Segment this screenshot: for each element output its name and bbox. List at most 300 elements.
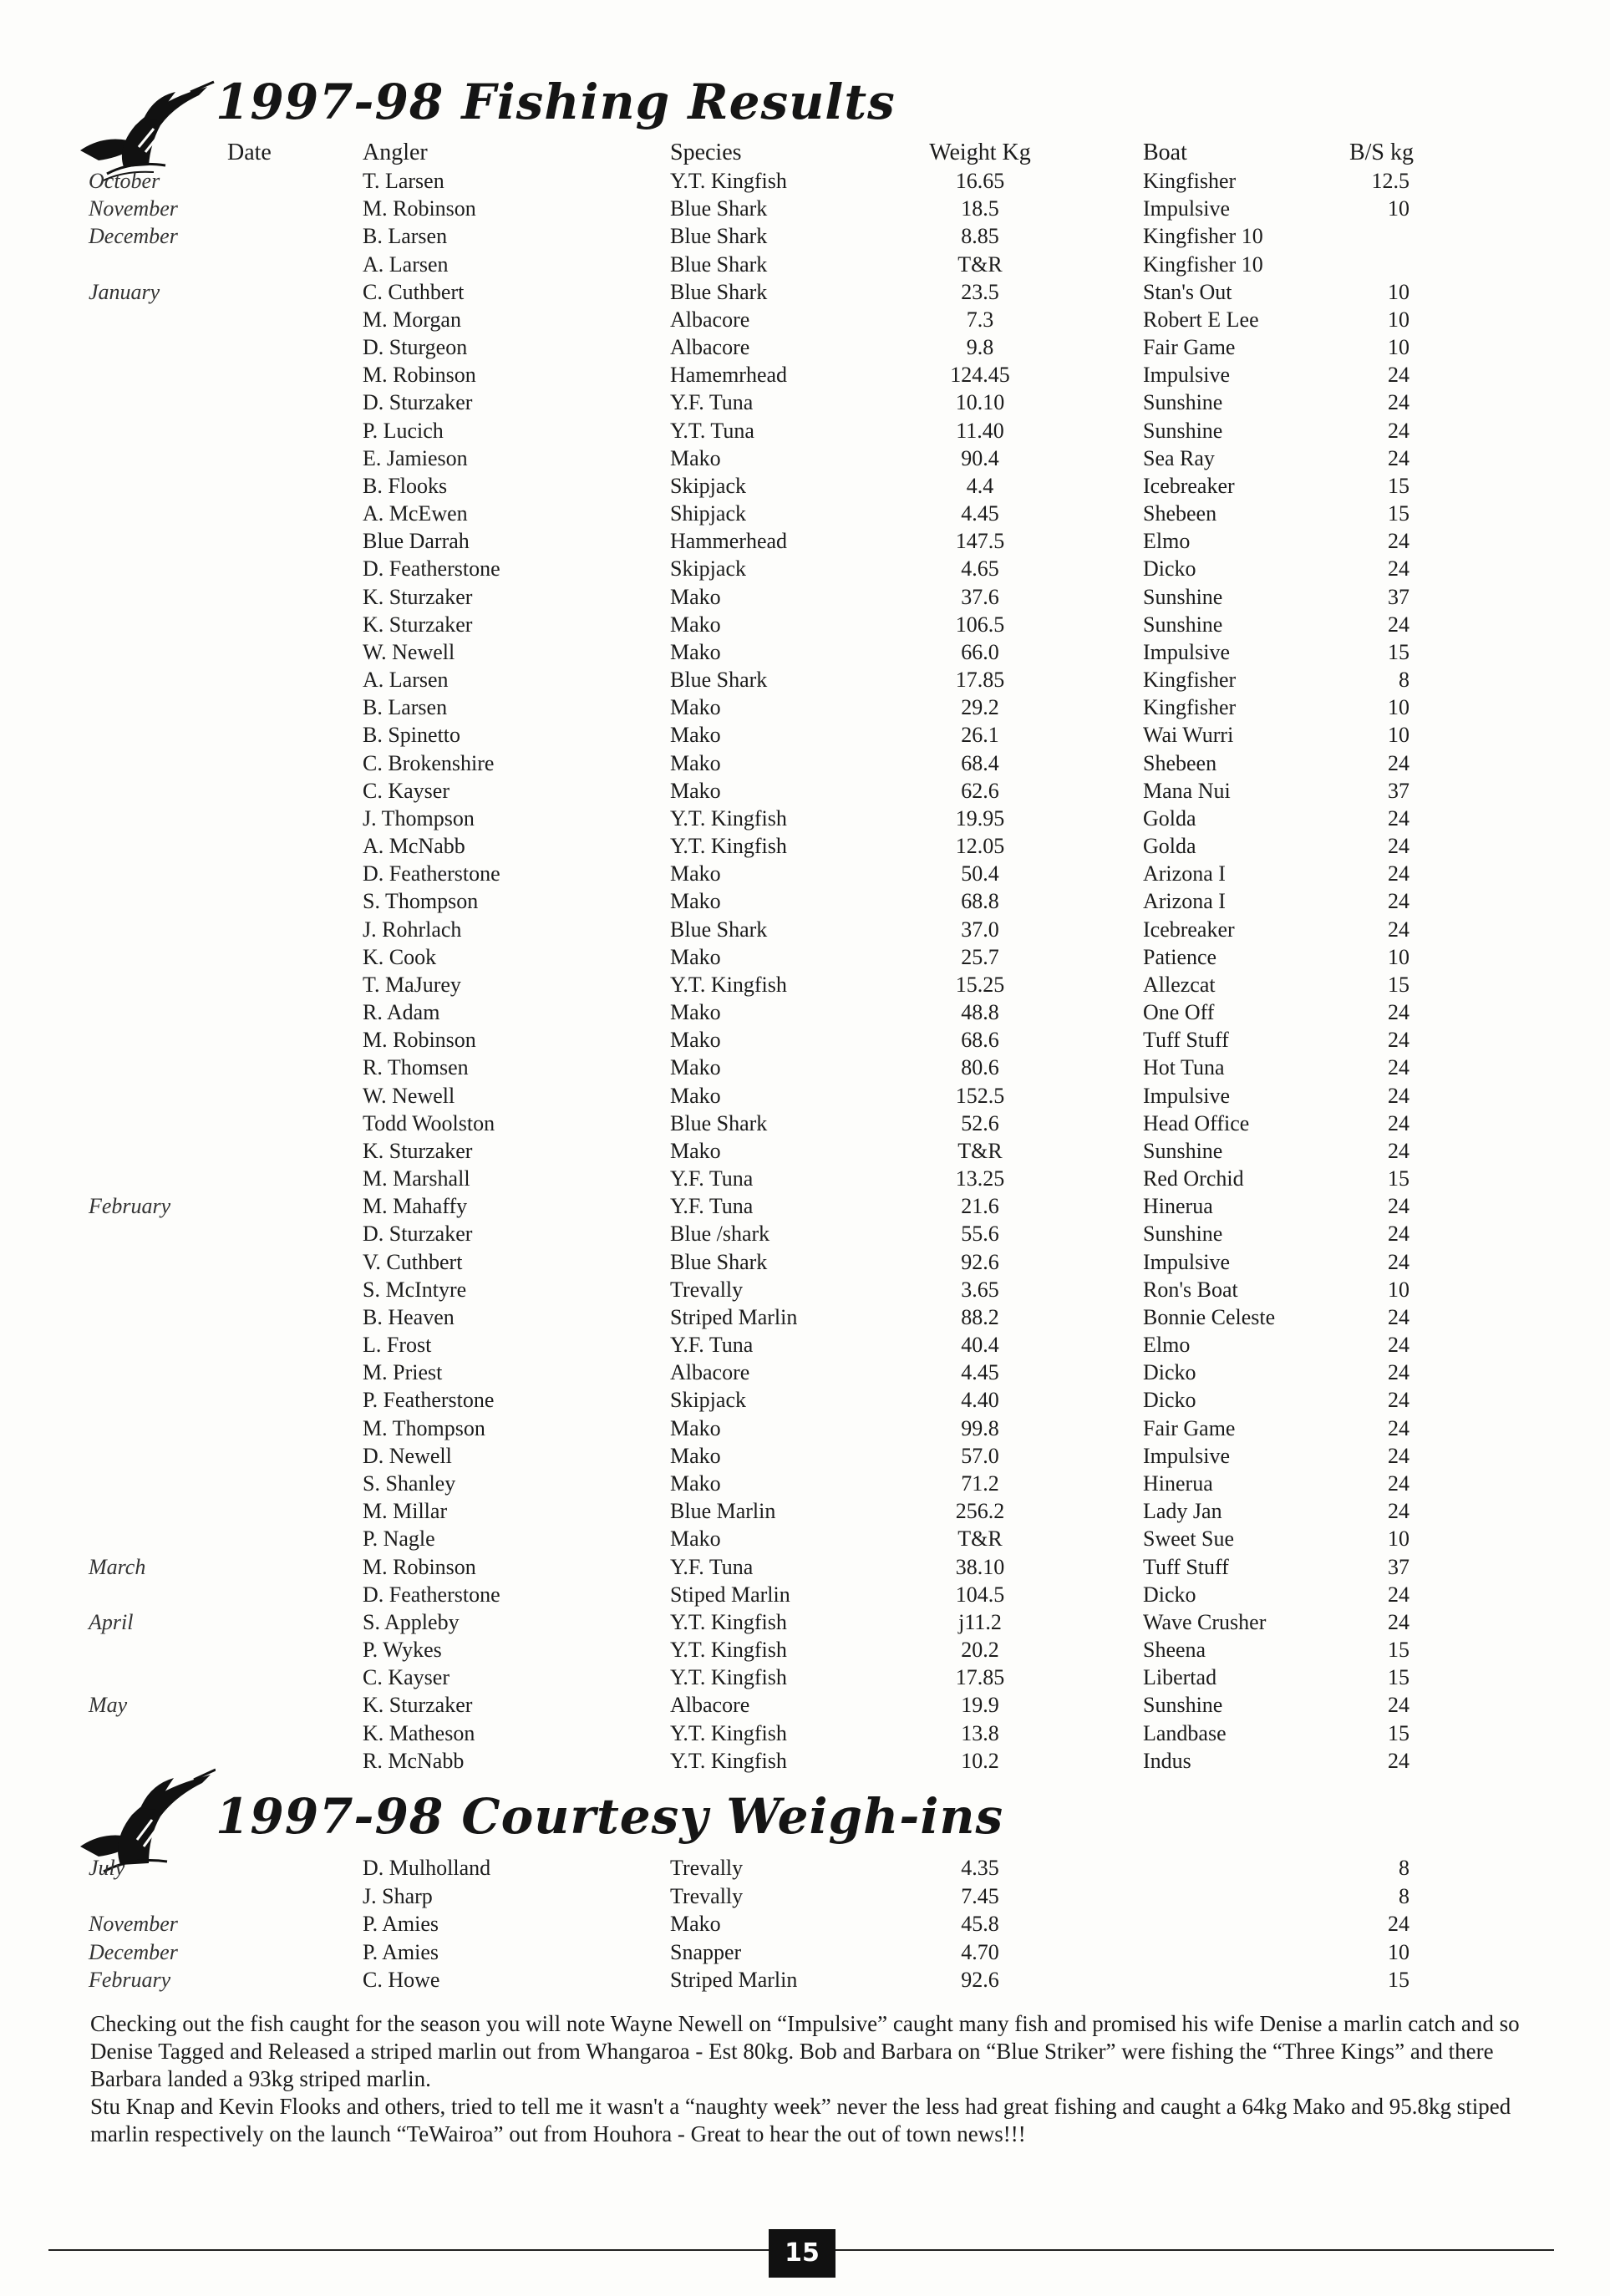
cell-angler: W. Newell [363, 639, 455, 664]
cell-species: Albacore [670, 1360, 750, 1385]
table-row [0, 1220, 1610, 1247]
footer-rule [835, 2249, 1554, 2251]
cell-boat: Hot Tuna [1143, 1055, 1225, 1080]
cell-weight: 18.5 [961, 196, 999, 221]
cell-boat: Dicko [1143, 1582, 1196, 1607]
cell-species: Mako [670, 750, 721, 775]
cell-weight: 68.8 [961, 889, 999, 914]
table-row [0, 555, 1610, 582]
cell-bs: 24 [1388, 1222, 1409, 1247]
cell-boat: Ron's Boat [1143, 1277, 1238, 1302]
cell-angler: K. Sturzaker [363, 612, 473, 637]
cell-weight: 4.35 [961, 1856, 999, 1880]
cell-boat: Robert E Lee [1143, 307, 1259, 332]
cell-angler: P. Wykes [363, 1638, 442, 1662]
cell-boat: Shebeen [1143, 750, 1217, 775]
cell-boat: Lady Jan [1143, 1499, 1222, 1524]
cell-boat: Icebreaker [1143, 917, 1235, 942]
cell-species: Skipjack [670, 556, 746, 582]
cell-angler: Blue Darrah [363, 529, 470, 554]
table-row [0, 666, 1610, 693]
commentary [90, 2010, 1521, 2148]
cell-angler: A. Larsen [363, 668, 449, 693]
cell-angler: W. Newell [363, 1083, 455, 1108]
cell-boat: Impulsive [1143, 1443, 1230, 1468]
cell-boat: Sunshine [1143, 390, 1223, 415]
cell-date: May [89, 1693, 128, 1718]
cell-boat: Bonnie Celeste [1143, 1304, 1276, 1329]
marlin-emblem-icon [74, 67, 216, 184]
table-row [0, 1497, 1610, 1525]
cell-species: Y.F. Tuna [670, 1194, 754, 1219]
cell-weight: 20.2 [961, 1638, 999, 1662]
cell-bs: 24 [1388, 834, 1409, 859]
cell-bs: 15 [1388, 501, 1409, 526]
cell-boat: Icebreaker [1143, 473, 1235, 498]
cell-angler: D. Sturzaker [363, 1222, 473, 1247]
cell-species: Shipjack [670, 501, 746, 526]
cell-weight: 37.6 [961, 584, 999, 609]
cell-bs: 8 [1399, 1856, 1409, 1880]
table-row [0, 1882, 1610, 1910]
table-row [0, 1303, 1610, 1331]
cell-boat: Allezcat [1143, 972, 1216, 997]
cell-angler: B. Spinetto [363, 723, 461, 748]
table-header [0, 139, 1610, 166]
cell-angler: D. Sturzaker [363, 390, 473, 415]
cell-species: Blue Shark [670, 1249, 768, 1274]
cell-angler: K. Cook [363, 944, 437, 969]
cell-species: Mako [670, 1028, 721, 1053]
table-row [0, 1165, 1610, 1192]
cell-bs: 24 [1388, 1055, 1409, 1080]
cell-bs: 24 [1388, 1333, 1409, 1358]
table-row [0, 1470, 1610, 1497]
cell-weight: 92.6 [961, 1249, 999, 1274]
cell-angler: B. Flooks [363, 473, 448, 498]
cell-species: Y.T. Kingfish [670, 1638, 787, 1662]
cell-angler: S. Shanley [363, 1471, 456, 1496]
cell-weight: 256.2 [955, 1499, 1005, 1524]
cell-bs: 15 [1388, 1638, 1409, 1662]
cell-bs: 15 [1388, 972, 1409, 997]
cell-weight: 10.10 [955, 390, 1005, 415]
cell-angler: M. Robinson [363, 196, 476, 221]
table-row [0, 611, 1610, 638]
cell-species: Mako [670, 861, 721, 886]
cell-bs: 24 [1388, 1912, 1409, 1936]
cell-boat: Golda [1143, 834, 1196, 859]
cell-boat: Indus [1143, 1748, 1191, 1773]
cell-bs: 24 [1388, 1748, 1409, 1773]
results-title: 1997-98 Fishing Results [216, 74, 896, 130]
table-row [0, 887, 1610, 915]
cell-boat: Sunshine [1143, 418, 1223, 443]
cell-weight: 4.65 [961, 556, 999, 582]
table-row [0, 1054, 1610, 1081]
table-row [0, 527, 1610, 555]
cell-bs: 24 [1388, 889, 1409, 914]
cell-weight: 19.9 [961, 1693, 999, 1718]
cell-boat: Arizona I [1143, 861, 1226, 886]
cell-angler: D. Mulholland [363, 1856, 491, 1880]
cell-angler: A. McEwen [363, 501, 468, 526]
cell-bs: 24 [1388, 861, 1409, 886]
cell-boat: Head Office [1143, 1110, 1250, 1135]
cell-species: Mako [670, 1138, 721, 1163]
cell-bs: 24 [1388, 805, 1409, 831]
cell-angler: M. Millar [363, 1499, 448, 1524]
table-row [0, 1359, 1610, 1386]
cell-boat: Wave Crusher [1143, 1609, 1267, 1634]
cell-boat: Sheena [1143, 1638, 1206, 1662]
cell-weight: 7.45 [961, 1883, 999, 1908]
cell-boat: Wai Wurri [1143, 723, 1234, 748]
table-row [0, 721, 1610, 749]
table-row [0, 1248, 1610, 1276]
cell-species: Mako [670, 1000, 721, 1025]
table-row [0, 1525, 1610, 1552]
table-row [0, 1691, 1610, 1719]
cell-angler: R. Thomsen [363, 1055, 469, 1080]
cell-angler: M. Thompson [363, 1415, 485, 1440]
cell-bs: 24 [1388, 1388, 1409, 1413]
cell-species: Stiped Marlin [670, 1582, 790, 1607]
cell-species: Y.T. Kingfish [670, 1748, 787, 1773]
cell-angler: P. Featherstone [363, 1388, 495, 1413]
cell-angler: S. Appleby [363, 1609, 460, 1634]
cell-angler: T. Larsen [363, 169, 444, 193]
cell-weight: 66.0 [961, 639, 999, 664]
cell-weight: 55.6 [961, 1222, 999, 1247]
cell-boat: Fair Game [1143, 1415, 1236, 1440]
cell-angler: M. Robinson [363, 1028, 476, 1053]
cell-weight: 45.8 [961, 1912, 999, 1936]
cell-bs: 24 [1388, 1194, 1409, 1219]
cell-angler: K. Sturzaker [363, 584, 473, 609]
cell-weight: 90.4 [961, 445, 999, 470]
cell-boat: Impulsive [1143, 363, 1230, 388]
table-row [0, 251, 1610, 278]
cell-date: November [89, 1912, 178, 1936]
cell-weight: 19.95 [955, 805, 1005, 831]
table-row [0, 1938, 1610, 1966]
cell-angler: K. Sturzaker [363, 1693, 473, 1718]
cell-angler: M. Robinson [363, 363, 476, 388]
cell-species: Mako [670, 778, 721, 803]
cell-weight: 13.8 [961, 1720, 999, 1745]
cell-weight: T&R [957, 251, 1003, 277]
cell-angler: J. Thompson [363, 805, 475, 831]
cell-angler: L. Frost [363, 1333, 432, 1358]
cell-angler: P. Nagle [363, 1526, 435, 1552]
table-row [0, 1636, 1610, 1664]
cell-species: Y.T. Kingfish [670, 1720, 787, 1745]
table-row [0, 998, 1610, 1026]
cell-bs: 15 [1388, 473, 1409, 498]
table-row [0, 777, 1610, 805]
table-row [0, 971, 1610, 998]
cell-weight: 23.5 [961, 279, 999, 304]
cell-bs: 24 [1388, 1415, 1409, 1440]
cell-date: December [89, 224, 178, 249]
header-date: Date [227, 140, 272, 165]
cell-bs: 24 [1388, 529, 1409, 554]
cell-angler: M. Priest [363, 1360, 443, 1385]
cell-species: Mako [670, 1443, 721, 1468]
cell-species: Mako [670, 1083, 721, 1108]
cell-angler: S. Thompson [363, 889, 479, 914]
cell-angler: M. Marshall [363, 1166, 470, 1191]
cell-weight: 68.4 [961, 750, 999, 775]
cell-species: Striped Marlin [670, 1968, 798, 1992]
cell-weight: 17.85 [955, 1665, 1005, 1690]
table-row [0, 860, 1610, 887]
table-row [0, 1415, 1610, 1442]
header-angler: Angler [363, 140, 428, 165]
cell-boat: Kingfisher [1143, 169, 1237, 193]
cell-weight: 57.0 [961, 1443, 999, 1468]
courtesy-title: 1997-98 Courtesy Weigh-ins [216, 1788, 1004, 1845]
table-row [0, 222, 1610, 250]
cell-angler: P. Amies [363, 1912, 439, 1936]
cell-boat: Landbase [1143, 1720, 1227, 1745]
cell-weight: 7.3 [966, 307, 994, 332]
cell-bs: 24 [1388, 1000, 1409, 1025]
cell-species: Mako [670, 723, 721, 748]
cell-species: Mako [670, 889, 721, 914]
cell-angler: S. McIntyre [363, 1277, 467, 1302]
cell-weight: 13.25 [955, 1166, 1005, 1191]
cell-bs: 24 [1388, 1360, 1409, 1385]
cell-bs: 37 [1388, 1554, 1409, 1579]
cell-angler: T. MaJurey [363, 972, 461, 997]
table-row [0, 805, 1610, 832]
cell-boat: Sunshine [1143, 584, 1223, 609]
cell-species: Y.T. Tuna [670, 418, 754, 443]
cell-species: Blue Shark [670, 279, 768, 304]
table-row [0, 1581, 1610, 1608]
cell-weight: T&R [957, 1526, 1003, 1552]
cell-weight: 80.6 [961, 1055, 999, 1080]
cell-bs: 8 [1399, 1883, 1409, 1908]
cell-species: Blue Shark [670, 668, 768, 693]
cell-species: Y.T. Kingfish [670, 805, 787, 831]
cell-boat: Kingfisher 10 [1143, 224, 1263, 249]
cell-weight: 9.8 [966, 335, 994, 360]
cell-angler: D. Featherstone [363, 861, 500, 886]
cell-angler: C. Cuthbert [363, 279, 465, 304]
table-row [0, 472, 1610, 500]
table-row [0, 749, 1610, 777]
cell-species: Y.T. Kingfish [670, 1665, 787, 1690]
cell-bs: 24 [1388, 917, 1409, 942]
cell-angler: P. Lucich [363, 418, 444, 443]
cell-boat: Patience [1143, 944, 1217, 969]
cell-weight: 92.6 [961, 1968, 999, 1992]
cell-species: Skipjack [670, 1388, 746, 1413]
table-row [0, 1082, 1610, 1110]
cell-angler: C. Kayser [363, 778, 449, 803]
cell-species: Hamemrhead [670, 363, 788, 388]
cell-species: Y.T. Kingfish [670, 972, 787, 997]
cell-angler: E. Jamieson [363, 445, 468, 470]
table-row [0, 1553, 1610, 1581]
cell-date: February [89, 1968, 171, 1992]
cell-species: Blue Shark [670, 1110, 768, 1135]
cell-species: Y.T. Kingfish [670, 834, 787, 859]
table-row [0, 1747, 1610, 1775]
cell-angler: M. Robinson [363, 1554, 476, 1579]
cell-weight: 3.65 [961, 1277, 999, 1302]
cell-bs: 15 [1388, 639, 1409, 664]
cell-boat: Red Orchid [1143, 1166, 1244, 1191]
cell-bs: 24 [1388, 1582, 1409, 1607]
cell-boat: Sunshine [1143, 1693, 1223, 1718]
cell-boat: Dicko [1143, 1388, 1196, 1413]
cell-species: Blue Marlin [670, 1499, 776, 1524]
cell-boat: Shebeen [1143, 501, 1217, 526]
cell-weight: 12.05 [955, 834, 1005, 859]
cell-angler: D. Featherstone [363, 556, 500, 582]
table-row [0, 1910, 1610, 1938]
cell-bs: 24 [1388, 1083, 1409, 1108]
cell-species: Trevally [670, 1277, 744, 1302]
cell-bs: 10 [1388, 944, 1409, 969]
cell-weight: 29.2 [961, 695, 999, 720]
cell-angler: A. Larsen [363, 251, 449, 277]
header-bs: B/S kg [1348, 140, 1414, 165]
cell-species: Y.F. Tuna [670, 1333, 754, 1358]
cell-species: Mako [670, 445, 721, 470]
cell-boat: Stan's Out [1143, 279, 1232, 304]
cell-weight: 8.85 [961, 224, 999, 249]
cell-angler: D. Sturgeon [363, 335, 468, 360]
cell-bs: 12.5 [1371, 169, 1409, 193]
cell-species: Y.T. Kingfish [670, 1609, 787, 1634]
cell-angler: R. Adam [363, 1000, 440, 1025]
cell-bs: 24 [1388, 1609, 1409, 1634]
cell-angler: C. Howe [363, 1968, 440, 1992]
cell-bs: 24 [1388, 1110, 1409, 1135]
table-row [0, 278, 1610, 306]
table-row [0, 195, 1610, 222]
cell-boat: Sea Ray [1143, 445, 1215, 470]
cell-species: Blue /shark [670, 1222, 770, 1247]
cell-boat: Sunshine [1143, 1138, 1223, 1163]
cell-species: Blue Shark [670, 917, 768, 942]
cell-species: Mako [670, 1055, 721, 1080]
cell-species: Albacore [670, 1693, 750, 1718]
cell-bs: 10 [1388, 307, 1409, 332]
cell-weight: 21.6 [961, 1194, 999, 1219]
table-row [0, 167, 1610, 195]
header-species: Species [670, 140, 742, 165]
cell-species: Mako [670, 1912, 721, 1936]
cell-species: Hammerhead [670, 529, 788, 554]
table-row [0, 638, 1610, 666]
cell-angler: D. Featherstone [363, 1582, 500, 1607]
cell-species: Y.F. Tuna [670, 1166, 754, 1191]
cell-boat: Kingfisher 10 [1143, 251, 1263, 277]
cell-angler: K. Sturzaker [363, 1138, 473, 1163]
cell-date: April [89, 1609, 134, 1634]
cell-species: Striped Marlin [670, 1304, 798, 1329]
table-row [0, 916, 1610, 943]
cell-date: October [89, 169, 160, 193]
cell-boat: Sunshine [1143, 612, 1223, 637]
table-row [0, 943, 1610, 971]
cell-bs: 10 [1388, 196, 1409, 221]
cell-species: Blue Shark [670, 251, 768, 277]
cell-weight: 11.40 [956, 418, 1004, 443]
cell-weight: 99.8 [961, 1415, 999, 1440]
cell-weight: 152.5 [955, 1083, 1005, 1108]
cell-bs: 24 [1388, 445, 1409, 470]
cell-boat: One Off [1143, 1000, 1215, 1025]
cell-bs: 37 [1388, 778, 1409, 803]
table-row [0, 1854, 1610, 1882]
cell-bs: 24 [1388, 390, 1409, 415]
cell-bs: 24 [1388, 1499, 1409, 1524]
cell-bs: 15 [1388, 1720, 1409, 1745]
page-number: 15 [769, 2229, 835, 2278]
cell-weight: 88.2 [961, 1304, 999, 1329]
cell-date: February [89, 1194, 171, 1219]
cell-species: Albacore [670, 335, 750, 360]
cell-species: Mako [670, 944, 721, 969]
cell-bs: 37 [1388, 584, 1409, 609]
cell-species: Blue Shark [670, 196, 768, 221]
cell-bs: 10 [1388, 1526, 1409, 1552]
cell-bs: 24 [1388, 612, 1409, 637]
cell-bs: 15 [1388, 1665, 1409, 1690]
cell-angler: A. McNabb [363, 834, 465, 859]
cell-weight: 48.8 [961, 1000, 999, 1025]
cell-weight: 68.6 [961, 1028, 999, 1053]
cell-boat: Fair Game [1143, 335, 1236, 360]
cell-boat: Kingfisher [1143, 695, 1237, 720]
cell-angler: P. Amies [363, 1939, 439, 1964]
cell-weight: 15.25 [955, 972, 1005, 997]
cell-date: January [89, 279, 160, 304]
cell-bs: 10 [1388, 1939, 1409, 1964]
cell-bs: 24 [1388, 750, 1409, 775]
cell-angler: C. Brokenshire [363, 750, 495, 775]
cell-weight: 124.45 [950, 363, 1010, 388]
cell-bs: 24 [1388, 363, 1409, 388]
table-row [0, 1331, 1610, 1359]
cell-angler: J. Rohrlach [363, 917, 462, 942]
table-row [0, 333, 1610, 361]
cell-boat: Hinerua [1143, 1194, 1213, 1219]
cell-weight: 106.5 [955, 612, 1005, 637]
footer-rule [48, 2249, 769, 2251]
cell-bs: 24 [1388, 1138, 1409, 1163]
cell-weight: 38.10 [955, 1554, 1005, 1579]
header-weight: Weight Kg [929, 140, 1031, 165]
cell-species: Y.F. Tuna [670, 1554, 754, 1579]
cell-bs: 10 [1388, 695, 1409, 720]
cell-weight: 26.1 [961, 723, 999, 748]
cell-boat: Elmo [1143, 529, 1191, 554]
cell-bs: 15 [1388, 1968, 1409, 1992]
cell-boat: Elmo [1143, 1333, 1191, 1358]
cell-boat: Libertad [1143, 1665, 1217, 1690]
table-row [0, 583, 1610, 611]
cell-species: Y.F. Tuna [670, 390, 754, 415]
table-row [0, 306, 1610, 333]
